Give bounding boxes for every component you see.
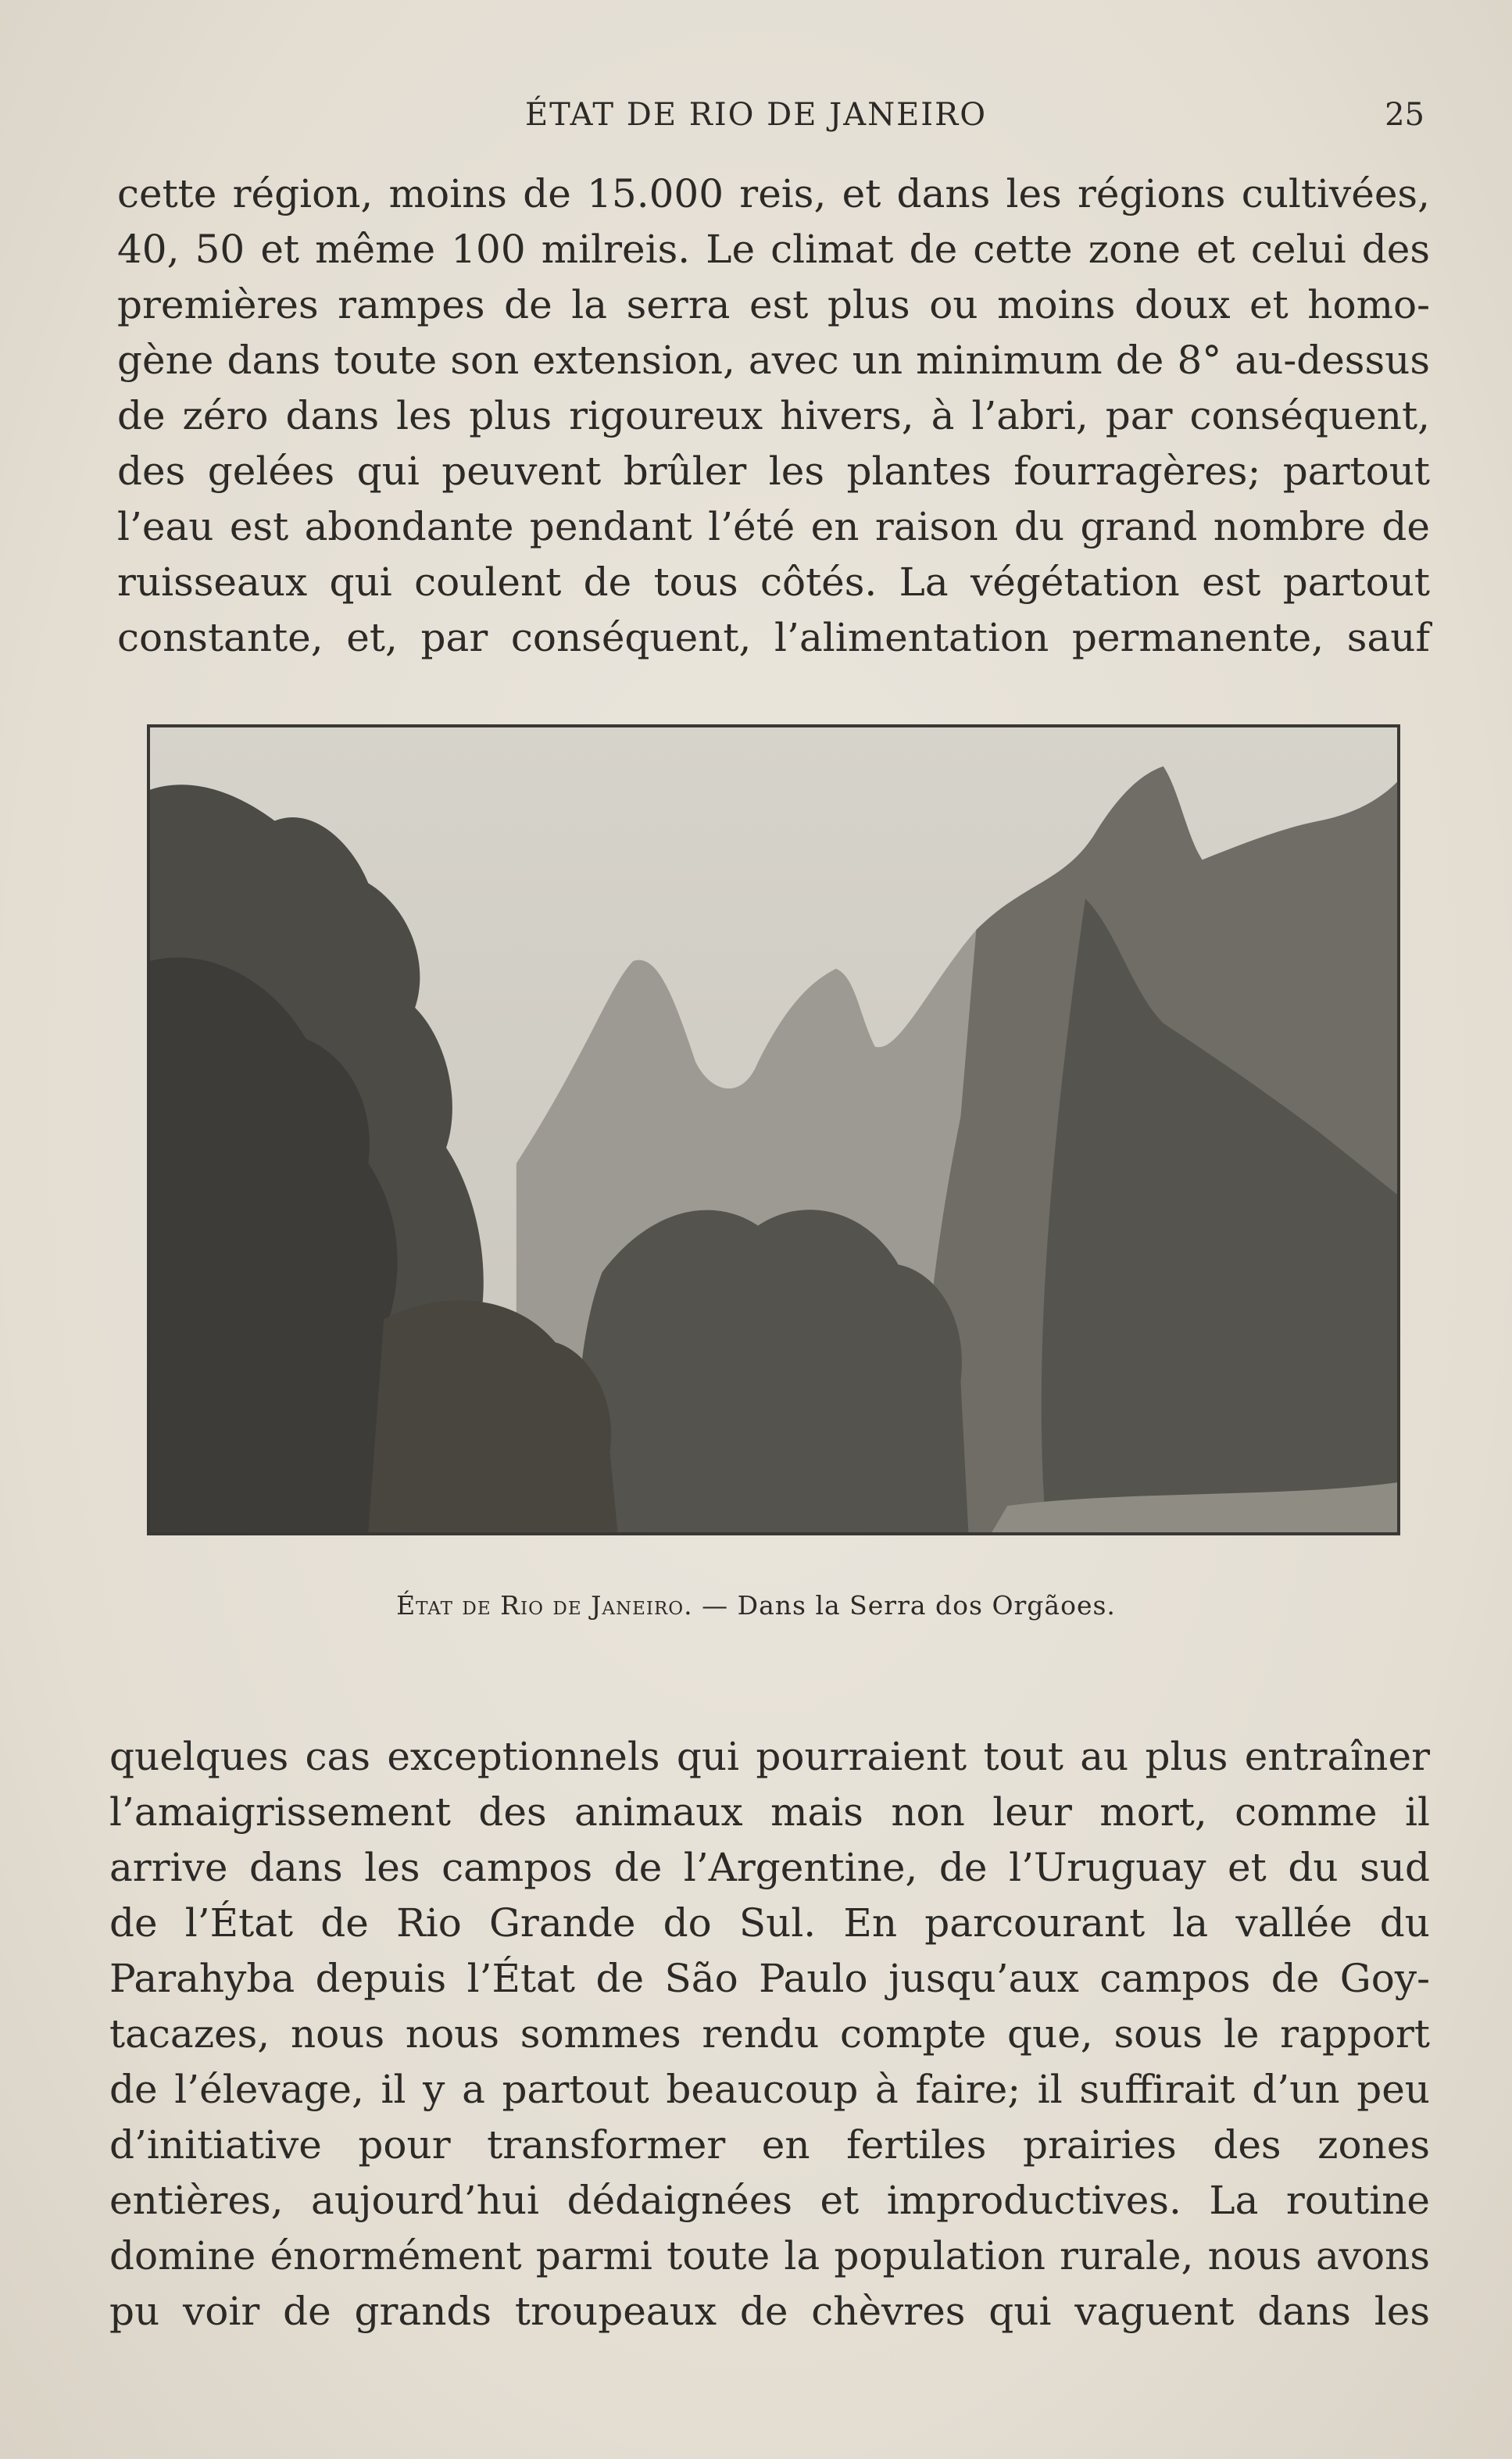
text-line: Parahyba depuis l’État de São Paulo jusqu’aux campos de Goy- xyxy=(109,1956,1430,2001)
text-line: premières rampes de la serra est plus ou moins doux et homo- xyxy=(117,282,1430,327)
caption-place: État de Rio de Janeiro. xyxy=(396,1590,693,1621)
text-line: d’initiative pour transformer en fertiles prairies des zones xyxy=(109,2122,1430,2168)
text-line: constante, et, par conséquent, l’alimentation permanente, sauf xyxy=(117,615,1430,660)
text-line: pu voir de grands troupeaux de chèvres qui vaguent dans les xyxy=(109,2289,1430,2334)
text-line: ruisseaux qui coulent de tous côtés. La végétation est partout xyxy=(117,559,1430,605)
text-line: l’amaigrissement des animaux mais non leur mort, comme il xyxy=(109,1789,1430,1835)
text-line: des gelées qui peuvent brûler les plantes fourragères; partout xyxy=(117,449,1430,494)
photograph-mountains xyxy=(147,724,1400,1535)
running-title: ÉTAT DE RIO DE JANEIRO xyxy=(524,97,987,133)
text-line: cette région, moins de 15.000 reis, et dans les régions cultivées, xyxy=(117,171,1430,216)
text-line: domine énormément parmi toute la population rurale, nous avons xyxy=(109,2233,1430,2279)
text-line: de zéro dans les plus rigoureux hivers, à l’abri, par conséquent, xyxy=(117,393,1430,438)
text-line: de l’État de Rio Grande do Sul. En parcourant la vallée du xyxy=(109,1900,1430,1946)
caption-text: — Dans la Serra dos Orgãoes. xyxy=(702,1590,1116,1621)
paragraph-top xyxy=(117,166,1430,666)
text-line: arrive dans les campos de l’Argentine, de l’Uruguay et du sud xyxy=(109,1845,1430,1890)
text-line: quelques cas exceptionnels qui pourraient tout au plus entraîner xyxy=(109,1734,1430,1779)
page-number: 25 xyxy=(1385,97,1424,133)
landscape-illustration xyxy=(150,727,1397,1532)
text-line: de l’élevage, il y a partout beaucoup à faire; il suffirait d’un peu xyxy=(109,2067,1430,2112)
text-line: 40, 50 et même 100 milreis. Le climat de cette zone et celui des xyxy=(117,227,1430,272)
text-line: tacazes, nous nous sommes rendu compte que, sous le rapport xyxy=(109,2011,1430,2057)
text-line: gène dans toute son extension, avec un minimum de 8° au-dessus xyxy=(117,338,1430,383)
text-line: entières, aujourd’hui dédaignées et improductives. La routine xyxy=(109,2178,1430,2223)
text-line: l’eau est abondante pendant l’été en raison du grand nombre de xyxy=(117,504,1430,549)
paragraph-bottom xyxy=(109,1729,1430,2339)
running-head xyxy=(0,92,1512,139)
figure-caption xyxy=(0,1590,1512,1621)
